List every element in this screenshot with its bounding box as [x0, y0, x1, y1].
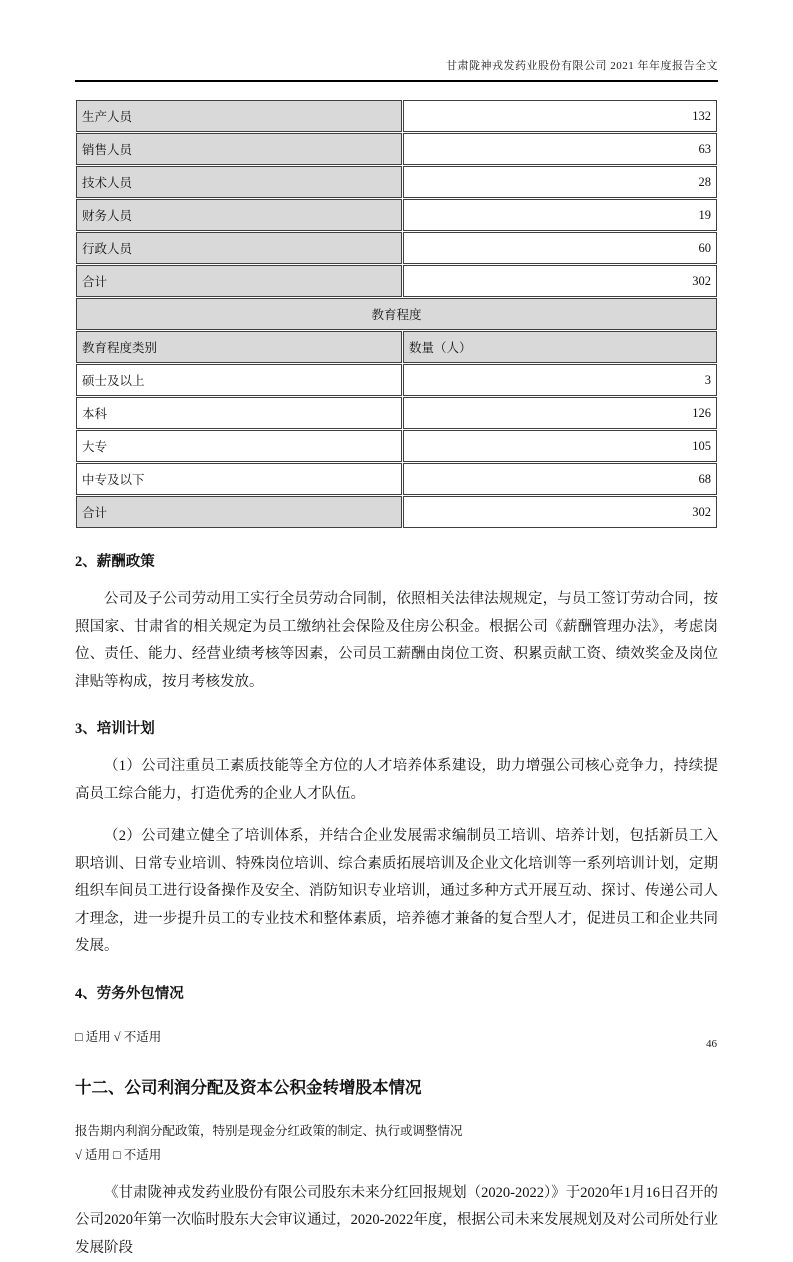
- education-col-header: 教育程度类别: [76, 331, 402, 363]
- table-row: [76, 133, 717, 165]
- section-heading-labor-outsourcing: 4、劳务外包情况: [75, 982, 718, 1003]
- section-heading-training-plan: 3、培训计划: [75, 717, 718, 738]
- report-page: [75, 0, 718, 1262]
- row-value: 126: [403, 397, 717, 429]
- row-label: 技术人员: [76, 166, 402, 198]
- row-value: 28: [403, 166, 717, 198]
- table-row-total: [76, 496, 717, 528]
- education-section-title: 教育程度: [76, 298, 717, 330]
- profit-policy-note: 报告期内利润分配政策，特别是现金分红政策的制定、执行或调整情况: [75, 1121, 718, 1141]
- row-label: 销售人员: [76, 133, 402, 165]
- row-value: 68: [403, 463, 717, 495]
- table-row: [76, 463, 717, 495]
- row-label: 合计: [76, 496, 402, 528]
- page-number: 46: [706, 1038, 717, 1050]
- row-label: 中专及以下: [76, 463, 402, 495]
- table-row: [76, 199, 717, 231]
- table-row: [76, 397, 717, 429]
- row-value: 3: [403, 364, 717, 396]
- row-label: 大专: [76, 430, 402, 462]
- running-header: 甘肃陇神戎发药业股份有限公司 2021 年年度报告全文: [75, 0, 718, 82]
- training-paragraph-2: （2）公司建立健全了培训体系，并结合企业发展需求编制员工培训、培养计划，包括新员工入职培训、日常专业培训、特殊岗位培训、综合素质拓展培训及企业文化培训等一系列培训计划，定期组织车间员工进行设备操作及安全、消防知识专业培训，通过多种方式开展互动、探讨、传递公司人才理念，进一步提升员工的专业技术和整体素质，培养德才兼备的复合型人才，促进员工和企业共同发展。: [75, 823, 718, 961]
- education-section-row: [76, 298, 717, 330]
- training-paragraph-1: （1）公司注重员工素质技能等全方位的人才培养体系建设，助力增强公司核心竞争力，持续提高员工综合能力，打造优秀的企业人才队伍。: [75, 753, 718, 808]
- salary-policy-paragraph: 公司及子公司劳动用工实行全员劳动合同制，依照相关法律法规规定，与员工签订劳动合同，按照国家、甘肃省的相关规定为员工缴纳社会保险及住房公积金。根据公司《薪酬管理办法》，考虑岗位、责任、能力、经营业绩考核等因素，公司员工薪酬由岗位工资、积累贡献工资、绩效奖金及岗位津贴等构成，按月考核发放。: [75, 586, 718, 696]
- table-row-total: [76, 265, 717, 297]
- row-value: 302: [403, 496, 717, 528]
- row-value: 132: [403, 100, 717, 132]
- table-row: [76, 166, 717, 198]
- row-label: 生产人员: [76, 100, 402, 132]
- row-label: 本科: [76, 397, 402, 429]
- applicability-line-profit: √ 适用 □ 不适用: [75, 1145, 718, 1165]
- education-header-row: [76, 331, 717, 363]
- row-value: 19: [403, 199, 717, 231]
- row-label: 合计: [76, 265, 402, 297]
- education-col-header: 数量（人）: [403, 331, 717, 363]
- row-label: 财务人员: [76, 199, 402, 231]
- table-row: [76, 430, 717, 462]
- row-value: 63: [403, 133, 717, 165]
- row-label: 硕士及以上: [76, 364, 402, 396]
- personnel-education-table: [75, 99, 718, 529]
- table-row: [76, 100, 717, 132]
- section-heading-salary-policy: 2、薪酬政策: [75, 550, 718, 571]
- profit-distribution-paragraph: 《甘肃陇神戎发药业股份有限公司股东未来分红回报规划（2020-2022）》于2020年1月16日召开的公司2020年第一次临时股东大会审议通过，2020-2022年度，根据公司未来发展规划及对公司所处行业发展阶段: [75, 1180, 718, 1262]
- row-value: 105: [403, 430, 717, 462]
- chapter-heading-profit-distribution: 十二、公司利润分配及资本公积金转增股本情况: [75, 1074, 718, 1098]
- table-row: [76, 364, 717, 396]
- table-row: [76, 232, 717, 264]
- row-label: 行政人员: [76, 232, 402, 264]
- row-value: 60: [403, 232, 717, 264]
- row-value: 302: [403, 265, 717, 297]
- applicability-line-outsourcing: □ 适用 √ 不适用: [75, 1027, 718, 1047]
